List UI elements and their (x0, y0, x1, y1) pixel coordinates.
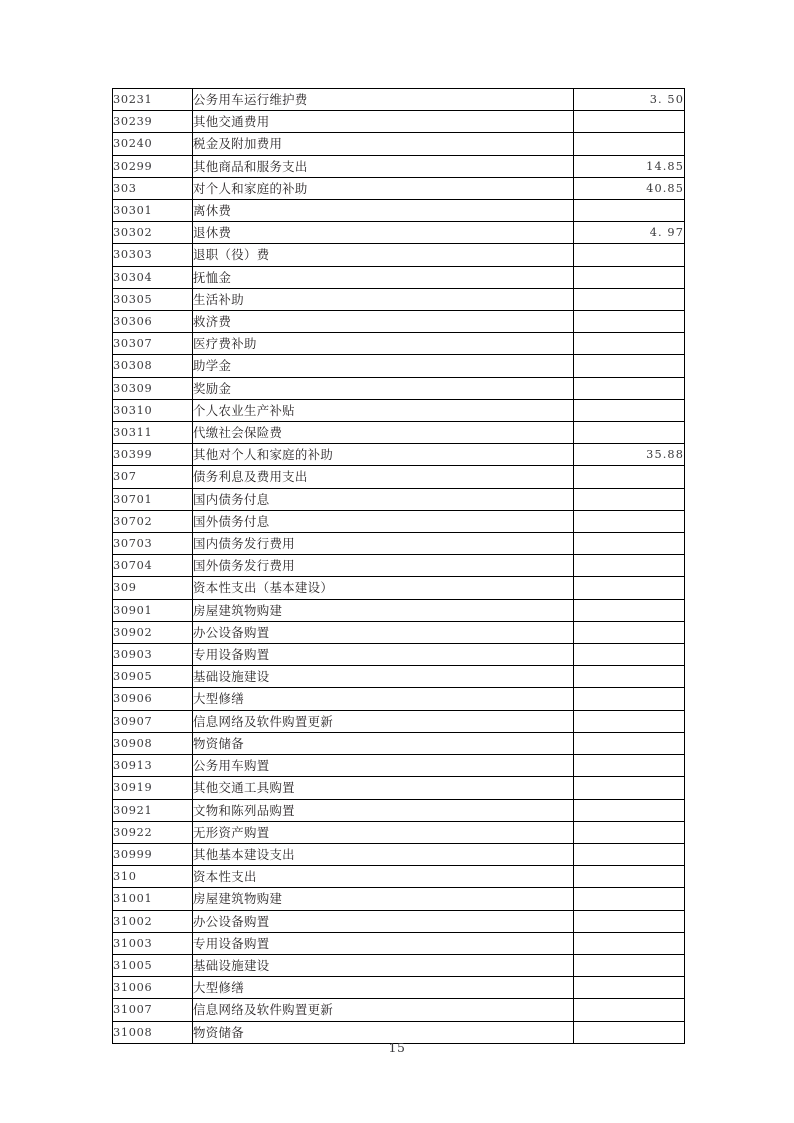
cell-amount (574, 577, 685, 599)
cell-amount (574, 266, 685, 288)
cell-economic-code: 31001 (113, 888, 193, 910)
cell-economic-code: 30702 (113, 510, 193, 532)
cell-amount: 35.88 (574, 444, 685, 466)
cell-item-name: 生活补助 (193, 288, 574, 310)
table-row (113, 311, 685, 333)
table-body (113, 89, 685, 1044)
table-row (113, 244, 685, 266)
cell-economic-code: 30304 (113, 266, 193, 288)
cell-amount (574, 133, 685, 155)
cell-economic-code: 30704 (113, 555, 193, 577)
cell-economic-code: 309 (113, 577, 193, 599)
cell-economic-code: 30310 (113, 399, 193, 421)
cell-item-name: 退职（役）费 (193, 244, 574, 266)
cell-item-name: 信息网络及软件购置更新 (193, 710, 574, 732)
cell-economic-code: 30922 (113, 821, 193, 843)
cell-economic-code: 30701 (113, 488, 193, 510)
cell-economic-code: 30299 (113, 155, 193, 177)
cell-economic-code: 31003 (113, 932, 193, 954)
cell-economic-code: 307 (113, 466, 193, 488)
table-row (113, 111, 685, 133)
cell-economic-code: 30306 (113, 311, 193, 333)
cell-economic-code: 30307 (113, 333, 193, 355)
cell-item-name: 国内债务发行费用 (193, 533, 574, 555)
cell-economic-code: 31006 (113, 977, 193, 999)
cell-amount (574, 621, 685, 643)
cell-amount (574, 488, 685, 510)
cell-item-name: 大型修缮 (193, 977, 574, 999)
cell-economic-code: 30302 (113, 222, 193, 244)
cell-item-name: 办公设备购置 (193, 621, 574, 643)
cell-item-name: 离休费 (193, 200, 574, 222)
table-row (113, 577, 685, 599)
table-row (113, 444, 685, 466)
cell-amount: 3. 50 (574, 89, 685, 111)
table-row (113, 866, 685, 888)
cell-economic-code: 30906 (113, 688, 193, 710)
cell-economic-code: 31007 (113, 999, 193, 1021)
cell-item-name: 物资储备 (193, 1021, 574, 1043)
cell-amount (574, 333, 685, 355)
cell-amount (574, 888, 685, 910)
cell-economic-code: 30301 (113, 200, 193, 222)
cell-amount (574, 799, 685, 821)
cell-item-name: 医疗费补助 (193, 333, 574, 355)
cell-item-name: 对个人和家庭的补助 (193, 177, 574, 199)
cell-economic-code: 30231 (113, 89, 193, 111)
cell-amount (574, 866, 685, 888)
cell-item-name: 助学金 (193, 355, 574, 377)
cell-amount (574, 599, 685, 621)
cell-economic-code: 30913 (113, 755, 193, 777)
cell-item-name: 其他对个人和家庭的补助 (193, 444, 574, 466)
cell-item-name: 奖励金 (193, 377, 574, 399)
cell-item-name: 退休费 (193, 222, 574, 244)
cell-economic-code: 30311 (113, 422, 193, 444)
cell-amount: 40.85 (574, 177, 685, 199)
cell-amount (574, 533, 685, 555)
cell-item-name: 其他基本建设支出 (193, 843, 574, 865)
table-row (113, 555, 685, 577)
table-row (113, 843, 685, 865)
table-row (113, 177, 685, 199)
cell-item-name: 国外债务付息 (193, 510, 574, 532)
cell-amount (574, 200, 685, 222)
table-row (113, 155, 685, 177)
cell-economic-code: 30303 (113, 244, 193, 266)
cell-economic-code: 30905 (113, 666, 193, 688)
cell-amount (574, 777, 685, 799)
cell-amount (574, 644, 685, 666)
cell-item-name: 其他商品和服务支出 (193, 155, 574, 177)
budget-expenditure-table (112, 88, 685, 1044)
cell-amount (574, 111, 685, 133)
table-row (113, 621, 685, 643)
table-row (113, 666, 685, 688)
cell-amount (574, 843, 685, 865)
cell-economic-code: 30399 (113, 444, 193, 466)
cell-economic-code: 30309 (113, 377, 193, 399)
cell-amount (574, 755, 685, 777)
page-number: 15 (388, 1040, 406, 1055)
cell-item-name: 其他交通费用 (193, 111, 574, 133)
table-row (113, 355, 685, 377)
table-row (113, 488, 685, 510)
cell-item-name: 抚恤金 (193, 266, 574, 288)
cell-item-name: 房屋建筑物购建 (193, 599, 574, 621)
cell-item-name: 物资储备 (193, 732, 574, 754)
cell-item-name: 救济费 (193, 311, 574, 333)
cell-amount (574, 732, 685, 754)
cell-economic-code: 31005 (113, 954, 193, 976)
table-row (113, 377, 685, 399)
cell-amount (574, 666, 685, 688)
cell-item-name: 信息网络及软件购置更新 (193, 999, 574, 1021)
table-row (113, 422, 685, 444)
table-row (113, 755, 685, 777)
cell-economic-code: 31008 (113, 1021, 193, 1043)
table-row (113, 799, 685, 821)
table-row (113, 399, 685, 421)
cell-item-name: 大型修缮 (193, 688, 574, 710)
cell-item-name: 税金及附加费用 (193, 133, 574, 155)
cell-item-name: 公务用车运行维护费 (193, 89, 574, 111)
cell-economic-code: 303 (113, 177, 193, 199)
cell-economic-code: 31002 (113, 910, 193, 932)
cell-item-name: 资本性支出 (193, 866, 574, 888)
cell-amount (574, 466, 685, 488)
table-row (113, 644, 685, 666)
cell-amount (574, 399, 685, 421)
cell-economic-code: 30919 (113, 777, 193, 799)
cell-economic-code: 30703 (113, 533, 193, 555)
cell-economic-code: 30999 (113, 843, 193, 865)
cell-economic-code: 30308 (113, 355, 193, 377)
cell-economic-code: 30903 (113, 644, 193, 666)
table-row (113, 266, 685, 288)
table-row (113, 977, 685, 999)
cell-amount (574, 422, 685, 444)
table-row (113, 533, 685, 555)
cell-amount (574, 932, 685, 954)
cell-item-name: 基础设施建设 (193, 954, 574, 976)
cell-item-name: 文物和陈列品购置 (193, 799, 574, 821)
table-row (113, 333, 685, 355)
cell-amount (574, 954, 685, 976)
cell-item-name: 国内债务付息 (193, 488, 574, 510)
table-row (113, 954, 685, 976)
table-row (113, 133, 685, 155)
table-row (113, 222, 685, 244)
cell-item-name: 办公设备购置 (193, 910, 574, 932)
cell-item-name: 房屋建筑物购建 (193, 888, 574, 910)
cell-item-name: 国外债务发行费用 (193, 555, 574, 577)
cell-amount (574, 910, 685, 932)
cell-economic-code: 30907 (113, 710, 193, 732)
cell-amount (574, 244, 685, 266)
cell-economic-code: 30921 (113, 799, 193, 821)
table-row (113, 932, 685, 954)
table-row (113, 466, 685, 488)
cell-amount (574, 999, 685, 1021)
table-row (113, 510, 685, 532)
cell-item-name: 基础设施建设 (193, 666, 574, 688)
cell-item-name: 公务用车购置 (193, 755, 574, 777)
table-row (113, 732, 685, 754)
table-row (113, 688, 685, 710)
cell-item-name: 资本性支出（基本建设） (193, 577, 574, 599)
cell-economic-code: 310 (113, 866, 193, 888)
table-row (113, 999, 685, 1021)
cell-amount (574, 710, 685, 732)
cell-economic-code: 30239 (113, 111, 193, 133)
cell-item-name: 代缴社会保险费 (193, 422, 574, 444)
cell-economic-code: 30240 (113, 133, 193, 155)
table-row (113, 910, 685, 932)
cell-amount: 4. 97 (574, 222, 685, 244)
cell-amount (574, 355, 685, 377)
cell-amount (574, 377, 685, 399)
cell-item-name: 无形资产购置 (193, 821, 574, 843)
cell-amount (574, 977, 685, 999)
table-row (113, 200, 685, 222)
cell-item-name: 个人农业生产补贴 (193, 399, 574, 421)
cell-economic-code: 30305 (113, 288, 193, 310)
table-row (113, 599, 685, 621)
cell-amount (574, 555, 685, 577)
cell-item-name: 专用设备购置 (193, 932, 574, 954)
cell-economic-code: 30908 (113, 732, 193, 754)
cell-amount (574, 688, 685, 710)
table-row (113, 821, 685, 843)
cell-economic-code: 30901 (113, 599, 193, 621)
cell-amount (574, 311, 685, 333)
cell-item-name: 专用设备购置 (193, 644, 574, 666)
table-row (113, 888, 685, 910)
cell-item-name: 其他交通工具购置 (193, 777, 574, 799)
cell-amount (574, 288, 685, 310)
cell-amount (574, 821, 685, 843)
table-row (113, 288, 685, 310)
cell-amount: 14.85 (574, 155, 685, 177)
table-row (113, 710, 685, 732)
table-row (113, 777, 685, 799)
cell-item-name: 债务利息及费用支出 (193, 466, 574, 488)
cell-amount (574, 510, 685, 532)
table-row (113, 89, 685, 111)
cell-economic-code: 30902 (113, 621, 193, 643)
